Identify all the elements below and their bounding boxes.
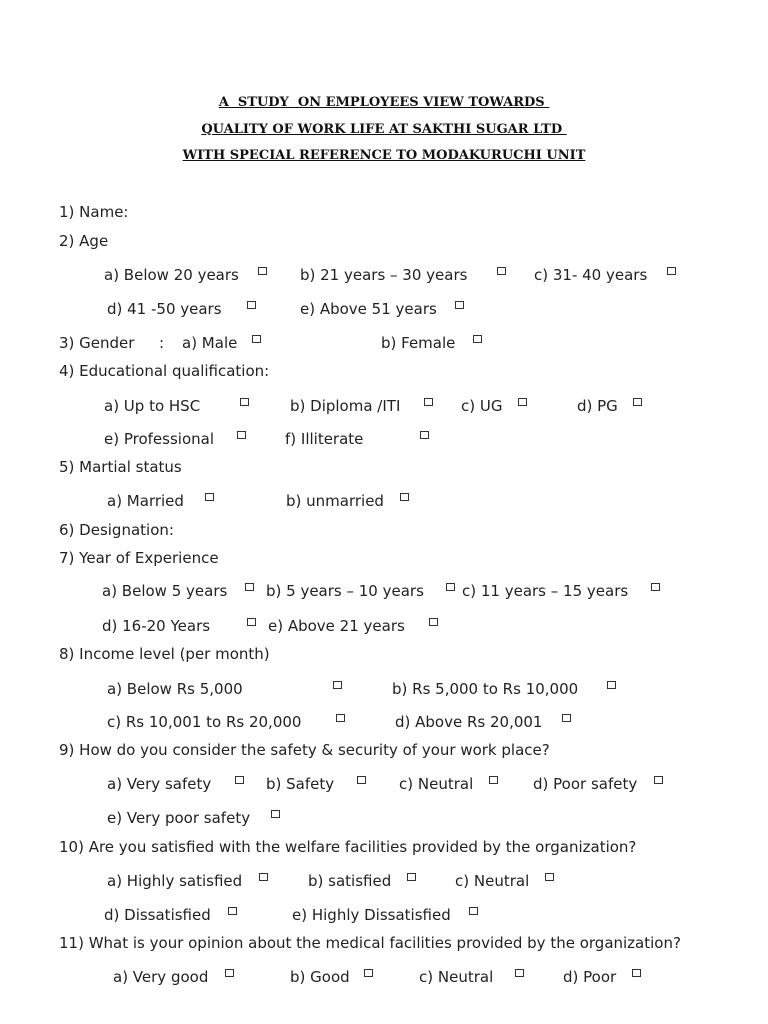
q4-option-e-checkbox[interactable] [237, 431, 246, 439]
q10-option-d-checkbox[interactable] [228, 907, 237, 915]
question-3-colon: : [159, 334, 165, 352]
q8-option-c: c) Rs 10,001 to Rs 20,000 [107, 713, 302, 731]
q9-option-a-checkbox[interactable] [235, 776, 244, 784]
question-8-label: 8) Income level (per month) [59, 645, 270, 663]
q9-option-c-checkbox[interactable] [489, 776, 498, 784]
q10-option-e: e) Highly Dissatisfied [292, 906, 451, 924]
question-5-label: 5) Martial status [59, 458, 182, 476]
q9-option-b: b) Safety [266, 775, 335, 793]
q7-option-e: e) Above 21 years [268, 617, 405, 635]
q10-option-a: a) Highly satisfied [107, 872, 243, 890]
q11-option-b: b) Good [290, 968, 350, 986]
q7-option-e-checkbox[interactable] [429, 618, 438, 626]
question-10-label: 10) Are you satisfied with the welfare facilities provided by the organization? [59, 838, 637, 856]
q4-option-e: e) Professional [104, 430, 214, 448]
q4-option-d: d) PG [577, 397, 618, 415]
q3-option-a: a) Male [182, 334, 238, 352]
q4-option-d-checkbox[interactable] [633, 398, 642, 406]
q7-option-d-checkbox[interactable] [247, 618, 256, 626]
q10-option-b: b) satisfied [308, 872, 392, 890]
q11-option-c-checkbox[interactable] [515, 969, 524, 977]
q11-option-a-checkbox[interactable] [225, 969, 234, 977]
question-3-label: 3) Gender [59, 334, 135, 352]
q8-option-d: d) Above Rs 20,001 [395, 713, 543, 731]
title-line-3: WITH SPECIAL REFERENCE TO MODAKURUCHI UNIT [182, 148, 586, 163]
q10-option-b-checkbox[interactable] [407, 873, 416, 881]
q8-option-a-checkbox[interactable] [333, 681, 342, 689]
q10-option-a-checkbox[interactable] [259, 873, 268, 881]
q7-option-d: d) 16-20 Years [102, 617, 211, 635]
q2-option-a: a) Below 20 years [104, 266, 239, 284]
question-2-label: 2) Age [59, 232, 109, 250]
title-line-1: A STUDY ON EMPLOYEES VIEW TOWARDS [218, 95, 550, 110]
q3-option-a-checkbox[interactable] [252, 335, 261, 343]
q11-option-c: c) Neutral [419, 968, 494, 986]
q10-option-c: c) Neutral [455, 872, 530, 890]
q4-option-c-checkbox[interactable] [518, 398, 527, 406]
q9-option-d: d) Poor safety [533, 775, 638, 793]
q2-option-b: b) 21 years – 30 years [300, 266, 468, 284]
q2-option-a-checkbox[interactable] [258, 267, 267, 275]
q2-option-e: e) Above 51 years [300, 300, 437, 318]
q9-option-e: e) Very poor safety [107, 809, 251, 827]
q7-option-c: c) 11 years – 15 years [462, 582, 629, 600]
q2-option-e-checkbox[interactable] [455, 301, 464, 309]
q4-option-a: a) Up to HSC [104, 397, 201, 415]
q10-option-c-checkbox[interactable] [545, 873, 554, 881]
q3-option-b: b) Female [381, 334, 456, 352]
q2-option-d-checkbox[interactable] [247, 301, 256, 309]
q8-option-d-checkbox[interactable] [562, 714, 571, 722]
q4-option-a-checkbox[interactable] [240, 398, 249, 406]
q11-option-d-checkbox[interactable] [632, 969, 641, 977]
q9-option-b-checkbox[interactable] [357, 776, 366, 784]
q3-option-b-checkbox[interactable] [473, 335, 482, 343]
q7-option-b: b) 5 years – 10 years [266, 582, 424, 600]
q11-option-d: d) Poor [563, 968, 617, 986]
q4-option-f-checkbox[interactable] [420, 431, 429, 439]
q5-option-a-checkbox[interactable] [205, 493, 214, 501]
q5-option-b-checkbox[interactable] [400, 493, 409, 501]
question-9-label: 9) How do you consider the safety & security of your work place? [59, 741, 550, 759]
q8-option-b-checkbox[interactable] [607, 681, 616, 689]
q4-option-b-checkbox[interactable] [424, 398, 433, 406]
q9-option-e-checkbox[interactable] [271, 810, 280, 818]
q9-option-c: c) Neutral [399, 775, 474, 793]
question-11-label: 11) What is your opinion about the medical facilities provided by the organization? [59, 934, 681, 952]
q7-option-c-checkbox[interactable] [651, 583, 660, 591]
question-4-label: 4) Educational qualification: [59, 362, 270, 380]
q11-option-b-checkbox[interactable] [364, 969, 373, 977]
q9-option-a: a) Very safety [107, 775, 212, 793]
q7-option-a: a) Below 5 years [102, 582, 228, 600]
q10-option-e-checkbox[interactable] [469, 907, 478, 915]
q5-option-b: b) unmarried [286, 492, 384, 510]
q5-option-a: a) Married [107, 492, 184, 510]
q7-option-a-checkbox[interactable] [245, 583, 254, 591]
q9-option-d-checkbox[interactable] [654, 776, 663, 784]
question-7-label: 7) Year of Experience [59, 549, 219, 567]
q2-option-c-checkbox[interactable] [667, 267, 676, 275]
title-line-2: QUALITY OF WORK LIFE AT SAKTHI SUGAR LTD [201, 122, 567, 137]
q2-option-d: d) 41 -50 years [107, 300, 222, 318]
q8-option-a: a) Below Rs 5,000 [107, 680, 243, 698]
q8-option-c-checkbox[interactable] [336, 714, 345, 722]
question-1-label: 1) Name: [59, 203, 129, 221]
q2-option-b-checkbox[interactable] [497, 267, 506, 275]
q8-option-b: b) Rs 5,000 to Rs 10,000 [392, 680, 579, 698]
q7-option-b-checkbox[interactable] [446, 583, 455, 591]
question-6-label: 6) Designation: [59, 521, 174, 539]
q4-option-f: f) Illiterate [285, 430, 364, 448]
q10-option-d: d) Dissatisfied [104, 906, 211, 924]
q11-option-a: a) Very good [113, 968, 209, 986]
q4-option-b: b) Diploma /ITI [290, 397, 401, 415]
q4-option-c: c) UG [461, 397, 503, 415]
q2-option-c: c) 31- 40 years [534, 266, 648, 284]
